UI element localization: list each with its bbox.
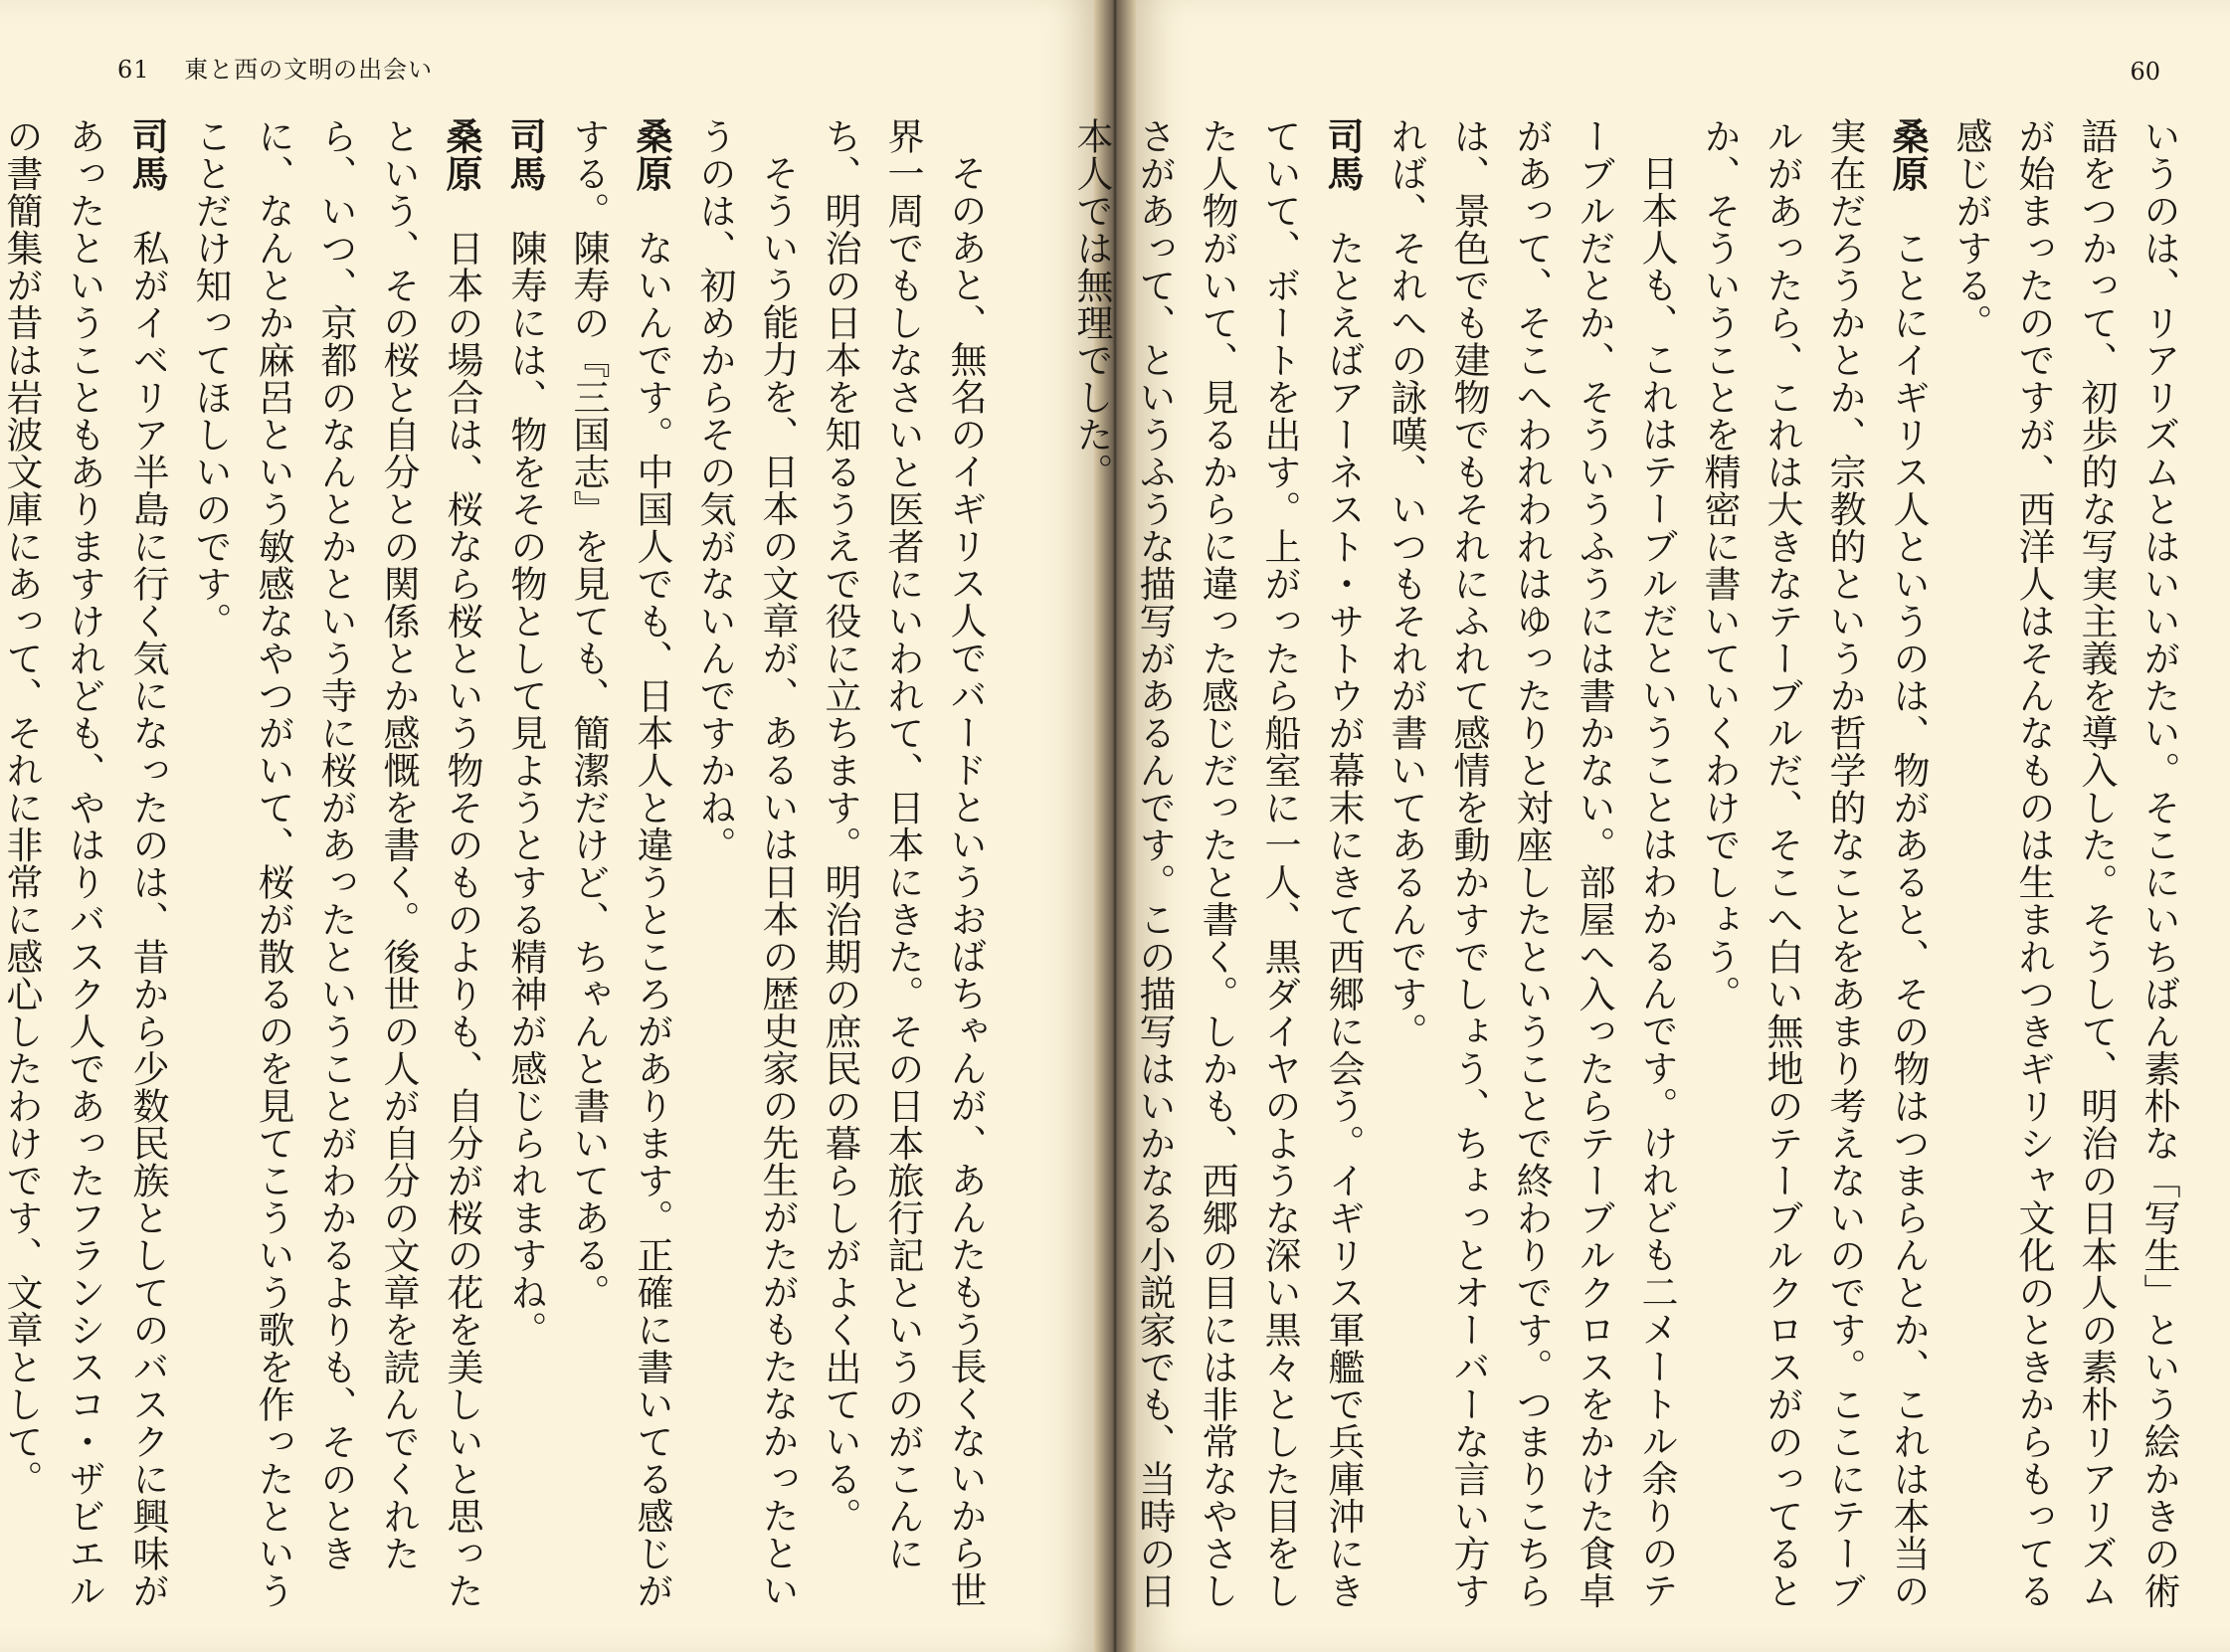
paragraph xyxy=(493,117,557,1639)
running-head-title: 東と西の文明の出会い xyxy=(184,56,434,84)
paragraph xyxy=(809,117,997,1639)
paragraph-text: 日本の場合は、桜なら桜という物そのものよりも、自分が桜の花を美しいと思ったという、その桜と自分との関係とか感慨を書く。後世の人が自分の文章を読んでくれたら、いつ、京都のなんとかという寺に桜があったということがわかるよりも、そのときに、なんとか麻呂という敏感なやつがいて、桜が散るのを見てこういう歌を作ったということだけ知ってほしいのです。 xyxy=(189,117,483,1609)
paragraph-text: そういう能力を、日本の文章が、あるいは日本の歴史家の先生がたがもたなかったというのは、初めからその気がないんですかね。 xyxy=(693,117,799,1609)
left-page-body xyxy=(0,117,997,1639)
paragraph xyxy=(683,117,809,1639)
right-page xyxy=(1070,0,2230,1652)
paragraph-text: ないんです。中国人でも、日本人と違うところがあります。正確に書いてる感じがする。陳寿の『三国志』を見ても、簡潔だけど、ちゃんと書いてある。 xyxy=(567,117,673,1609)
right-page-body xyxy=(1070,117,2190,1639)
speaker-name: 司馬 xyxy=(503,117,547,192)
page-number-left: 61 xyxy=(117,56,150,84)
paragraph xyxy=(1375,117,1688,1639)
paragraph-text: そのあと、無名のイギリス人でバードというおばちゃんが、あんたもう長くないから世界一周でもしなさいと医者にいわれて、日本にきた。その日本旅行記というのがこんにち、明治の日本を知るうえで役に立ちます。明治期の庶民の暮らしがよく出ている。 xyxy=(819,117,987,1609)
paragraph-text: たとえばアーネスト・サトウが幕末にきて西郷に会う。イギリス軍艦で兵庫沖にきていて、ボートを出す。上がったら船室に一人、黒ダイヤのような深い黒々とした目をした人物がいて、見るからに違った感じだったと書く。しかも、西郷の目には非常なやさしさがあって、というふうな描写があるんです。この描写はいかなる小説家でも、当時の日本人では無理でした。 xyxy=(1070,117,1365,1609)
running-header-left xyxy=(117,50,433,85)
paragraph-text: 陳寿には、物をその物として見ようとする精神が感じられますね。 xyxy=(504,229,547,1349)
speaker-name: 司馬 xyxy=(1321,117,1365,192)
paragraph xyxy=(557,117,683,1639)
page-number-right: 60 xyxy=(2130,58,2160,86)
paragraph-text: いうのは、リアリズムとはいいがたい。そこにいちばん素朴な「写生」という絵かきの術語をつかって、初歩的な写実主義を導入した。そうして、明治の日本人の素朴リアリズムが始まったのですが、西洋人はそんなものは生まれつきギリシャ文化のときからもってる感じがする。 xyxy=(1950,117,2180,1609)
speaker-name: 桑原 xyxy=(1886,117,1930,192)
paragraph xyxy=(179,117,493,1639)
paragraph-text: 日本人も、これはテーブルだということはわかるんです。けれども二メートル余りのテーブルだとか、そういうふうには書かない。部屋へ入ったらテーブルクロスをかけた食卓があって、そこへわれわれはゆったりと対座したということで終わりです。つまりこちらは、景色でも建物でもそれにふれて感情を動かすでしょう、ちょっとオーバーな言い方すれば、それへの詠嘆、いつもそれが書いてあるんです。 xyxy=(1385,117,1678,1609)
paragraph xyxy=(1060,117,1375,1639)
speaker-name: 司馬 xyxy=(125,117,169,192)
paragraph xyxy=(1940,117,2190,1639)
paragraph-text: ことにイギリス人というのは、物があると、その物はつまらんとか、これは本当の実在だろうかとか、宗教的というか哲学的なことをあまり考えないのです。ここにテーブルがあったら、これは大きなテーブルだ、そこへ白い無地のテーブルクロスがのってるとか、そういうことを精密に書いていくわけでしょう。 xyxy=(1698,117,1930,1609)
paragraph xyxy=(0,117,179,1639)
left-page xyxy=(0,0,1094,1652)
paragraph-text: 私がイベリア半島に行く気になったのは、昔から少数民族としてのバスクに興味があったということもありますけれども、やはりバスク人であったフランシスコ・ザビエルの書簡集が昔は岩波文庫にあって、それに非常に感心したわけです、文章として。 xyxy=(0,117,169,1609)
speaker-name: 桑原 xyxy=(440,117,483,192)
paragraph xyxy=(1688,117,1940,1639)
speaker-name: 桑原 xyxy=(630,117,673,192)
